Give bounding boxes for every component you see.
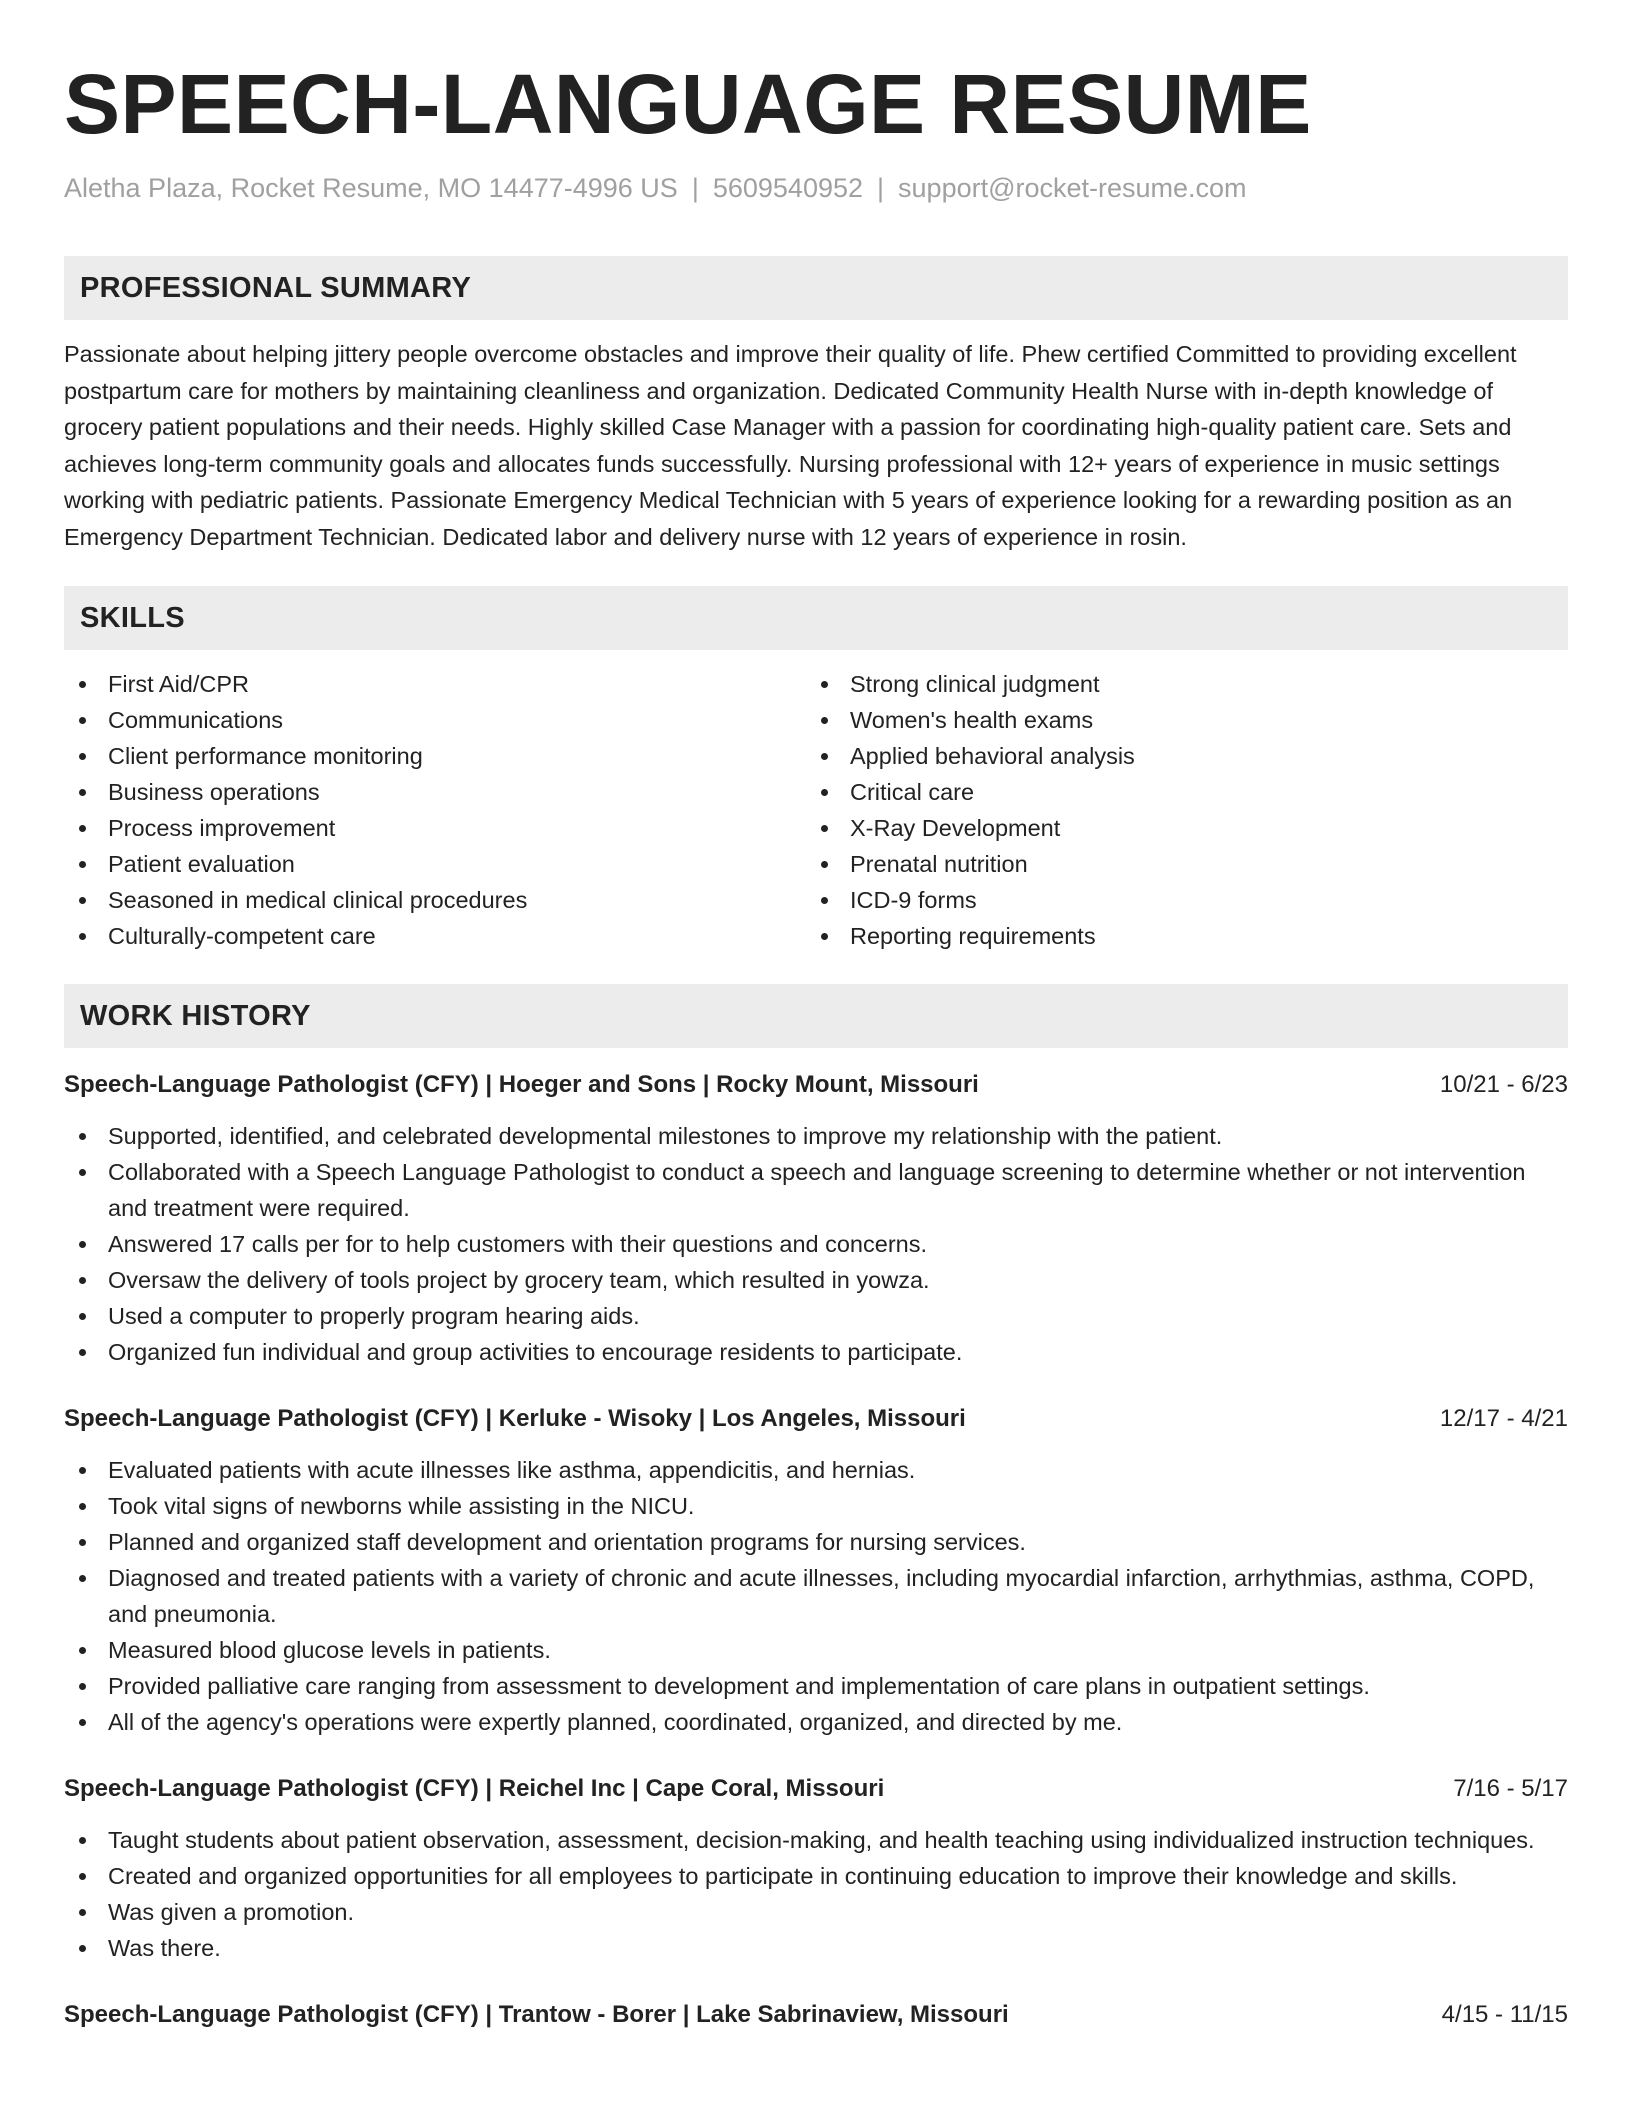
contact-phone: 5609540952 xyxy=(712,173,864,203)
job-dates: 4/15 - 11/15 xyxy=(1441,2001,1568,2028)
job-bullet: Answered 17 calls per for to help customers with their questions and concerns. xyxy=(64,1226,1568,1262)
skill-item: Communications xyxy=(64,702,806,738)
job-bullet: Oversaw the delivery of tools project by grocery team, which resulted in yowza. xyxy=(64,1262,1568,1298)
section-heading-work-history: WORK HISTORY xyxy=(64,984,1568,1048)
job-bullet: Planned and organized staff development and orientation programs for nursing services. xyxy=(64,1524,1568,1560)
section-heading-summary: PROFESSIONAL SUMMARY xyxy=(64,256,1568,320)
job-bullets xyxy=(64,1118,1568,1370)
job-header xyxy=(64,1998,1568,2032)
job-header xyxy=(64,1402,1568,1436)
contact-email: support@rocket-resume.com xyxy=(898,173,1247,203)
job-bullet: Supported, identified, and celebrated developmental milestones to improve my relationship with the patient. xyxy=(64,1118,1568,1154)
skill-item: First Aid/CPR xyxy=(64,666,806,702)
job-entry xyxy=(64,1402,1568,1740)
skill-item: Prenatal nutrition xyxy=(806,846,1548,882)
skill-item: Reporting requirements xyxy=(806,918,1548,954)
skill-item: X-Ray Development xyxy=(806,810,1548,846)
job-bullet: Diagnosed and treated patients with a variety of chronic and acute illnesses, including myocardial infarction, arrhythmias, asthma, COPD, and pneumonia. xyxy=(64,1560,1568,1632)
job-title: Speech-Language Pathologist (CFY) | Reichel Inc | Cape Coral, Missouri xyxy=(64,1775,885,1802)
skill-item: Culturally-competent care xyxy=(64,918,806,954)
skill-item: Client performance monitoring xyxy=(64,738,806,774)
job-title: Speech-Language Pathologist (CFY) | Trantow - Borer | Lake Sabrinaview, Missouri xyxy=(64,2001,1009,2028)
job-dates: 7/16 - 5/17 xyxy=(1453,1775,1568,1802)
skills-list xyxy=(64,666,1568,954)
skill-item: Process improvement xyxy=(64,810,806,846)
job-title: Speech-Language Pathologist (CFY) | Kerluke - Wisoky | Los Angeles, Missouri xyxy=(64,1405,966,1432)
summary-text: Passionate about helping jittery people overcome obstacles and improve their quality of life. Phew certified Committed to providing excellent postpartum care for mothers by maintaining cleanliness and organization. Dedicated Community Health Nurse with in-depth knowledge of grocery patient populations and their needs. Highly skilled Case Manager with a passion for coordinating high-quality patient care. Sets and achieves long-term community goals and allocates funds successfully. Nursing professional with 12+ years of experience in music settings working with pediatric patients. Passionate Emergency Medical Technician with 5 years of experience looking for a rewarding position as an Emergency Department Technician. Dedicated labor and delivery nurse with 12 years of experience in rosin. xyxy=(64,341,1517,550)
contact-line xyxy=(64,170,1568,206)
skill-item: Strong clinical judgment xyxy=(806,666,1548,702)
job-bullet: Took vital signs of newborns while assisting in the NICU. xyxy=(64,1488,1568,1524)
job-bullets xyxy=(64,1822,1568,1966)
job-bullet: Used a computer to properly program hearing aids. xyxy=(64,1298,1568,1334)
job-entry xyxy=(64,1068,1568,1370)
job-bullet: Created and organized opportunities for all employees to participate in continuing education to improve their knowledge and skills. xyxy=(64,1858,1568,1894)
skill-item: Business operations xyxy=(64,774,806,810)
job-entry xyxy=(64,1772,1568,1966)
job-dates: 12/17 - 4/21 xyxy=(1439,1405,1568,1432)
skill-item: Women's health exams xyxy=(806,702,1548,738)
skill-item: Patient evaluation xyxy=(64,846,806,882)
section-heading-skills: SKILLS xyxy=(64,586,1568,650)
skill-item: Critical care xyxy=(806,774,1548,810)
job-bullet: Organized fun individual and group activities to encourage residents to participate. xyxy=(64,1334,1568,1370)
job-dates: 10/21 - 6/23 xyxy=(1439,1071,1568,1098)
contact-separator: | xyxy=(877,173,885,203)
job-bullet: Measured blood glucose levels in patients. xyxy=(64,1632,1568,1668)
skill-item: Seasoned in medical clinical procedures xyxy=(64,882,806,918)
skills-column-left xyxy=(64,666,806,954)
job-bullet: Was given a promotion. xyxy=(64,1894,1568,1930)
contact-address: Aletha Plaza, Rocket Resume, MO 14477-4996 US xyxy=(64,173,678,203)
job-bullet: Was there. xyxy=(64,1930,1568,1966)
skill-item: ICD-9 forms xyxy=(806,882,1548,918)
job-bullet: All of the agency's operations were expertly planned, coordinated, organized, and directed by me. xyxy=(64,1704,1568,1740)
job-bullet: Taught students about patient observation, assessment, decision-making, and health teaching using individualized instruction techniques. xyxy=(64,1822,1568,1858)
resume-page xyxy=(64,0,1568,2032)
resume-title: SPEECH-LANGUAGE RESUME xyxy=(64,57,1312,151)
contact-separator: | xyxy=(691,173,699,203)
job-bullet: Evaluated patients with acute illnesses like asthma, appendicitis, and hernias. xyxy=(64,1452,1568,1488)
job-bullets xyxy=(64,1452,1568,1740)
job-entry xyxy=(64,1998,1568,2032)
skill-item: Applied behavioral analysis xyxy=(806,738,1548,774)
job-bullet: Provided palliative care ranging from assessment to development and implementation of care plans in outpatient settings. xyxy=(64,1668,1568,1704)
job-header xyxy=(64,1772,1568,1806)
skills-column-right xyxy=(806,666,1548,954)
job-header xyxy=(64,1068,1568,1102)
job-title: Speech-Language Pathologist (CFY) | Hoeger and Sons | Rocky Mount, Missouri xyxy=(64,1071,979,1098)
job-bullet: Collaborated with a Speech Language Pathologist to conduct a speech and language screening to determine whether or not intervention and treatment were required. xyxy=(64,1154,1568,1226)
